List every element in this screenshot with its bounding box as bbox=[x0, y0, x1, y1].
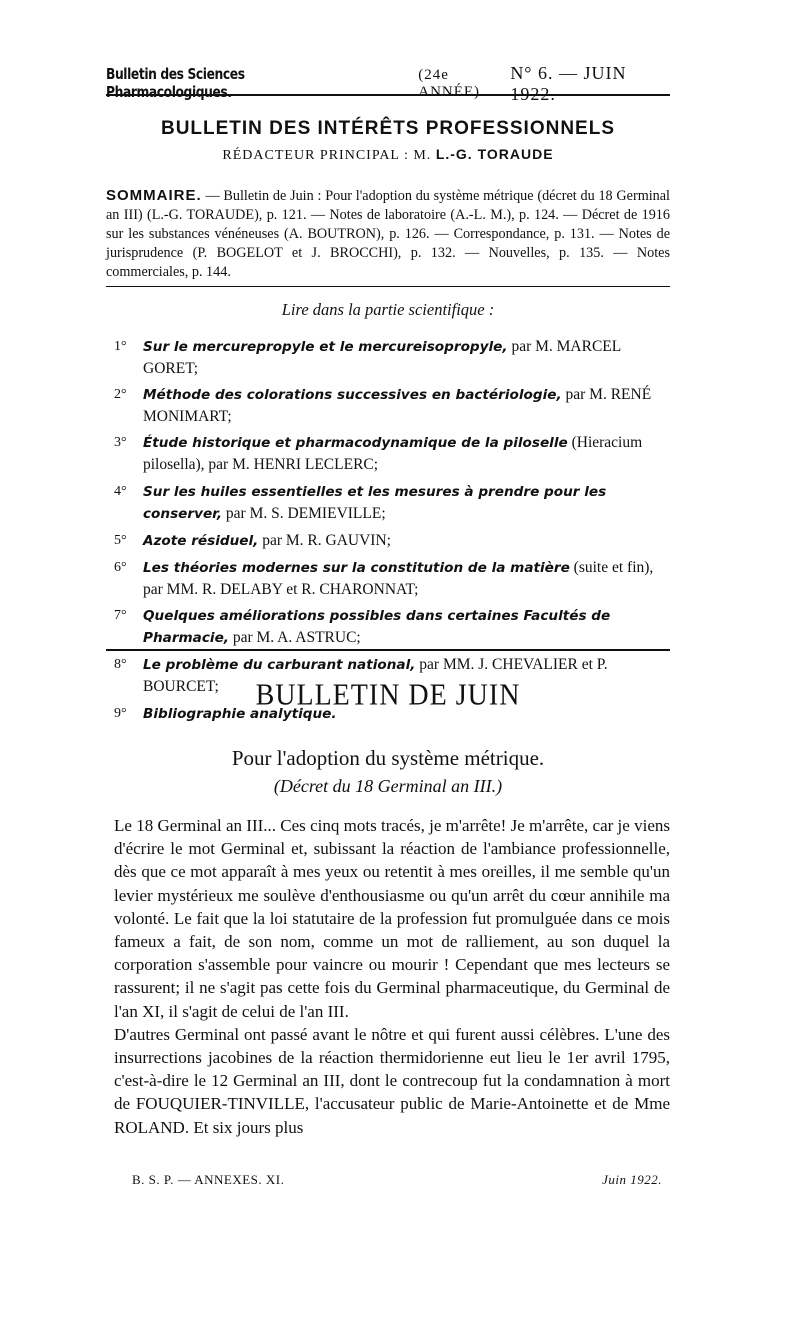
contents-author: par M. R. GAUVIN; bbox=[258, 531, 391, 549]
contents-number: 5° bbox=[114, 532, 127, 548]
contents-item bbox=[114, 605, 670, 649]
contents-rule bbox=[106, 649, 670, 651]
article-paragraph: Le 18 Germinal an III... Ces cinq mots tracés, je m'arrête! Je m'arrête, car je viens d'écrire le mot Germinal et, subissant la réaction de l'ambiance professionnelle, dès que ce mot apparaît à mes yeux ou retentit à mes oreilles, il me semble qu'un levier mystérieux me soulève d'enthousiasme ou qu'un arrêt du cœur annihile ma volonté. Le fait que la loi statutaire de la profession fut promulguée dans ce mois fameux a fait, de son nom, comme un mot de ralliement, au son duquel la corporation s'assemble pour vaincre ou mourir ! Cependant que mes lecteurs se rassurent; il ne s'agit pas cette fois du Germinal pharmaceutique, du Germinal de l'an XI, il s'agit de celui de l'an III. bbox=[114, 816, 670, 1021]
scientific-contents bbox=[114, 336, 670, 730]
running-header bbox=[106, 63, 670, 105]
summary bbox=[106, 186, 670, 282]
scientific-part-heading: Lire dans la partie scientifique : bbox=[281, 300, 495, 319]
journal-year: (24e ANNÉE) bbox=[418, 67, 481, 100]
contents-item bbox=[114, 432, 670, 475]
contents-item bbox=[114, 557, 670, 600]
editor-line bbox=[106, 146, 670, 164]
footer-signature: B. S. P. — ANNEXES. XI. bbox=[132, 1172, 285, 1187]
contents-number: 1° bbox=[114, 339, 127, 354]
contents-item bbox=[114, 336, 670, 379]
contents-number: 8° bbox=[114, 657, 127, 673]
contents-number: 4° bbox=[114, 483, 127, 499]
editor-name: L.-G. TORAUDE bbox=[435, 146, 554, 162]
bulletin-title: BULLETIN DE JUIN bbox=[255, 678, 521, 713]
contents-title: Bibliographie analytique. bbox=[143, 705, 337, 722]
contents-title: Étude historique et pharmacodynamique de la piloselle bbox=[143, 435, 568, 452]
contents-item bbox=[114, 384, 670, 427]
summary-label: SOMMAIRE. bbox=[106, 187, 202, 204]
issue-number: N° 6. — JUIN 1922. bbox=[510, 63, 627, 104]
contents-title: Les théories modernes sur la constitution de la matière bbox=[143, 559, 570, 576]
contents-number: 3° bbox=[114, 435, 127, 451]
article-title: Pour l'adoption du système métrique. bbox=[231, 746, 545, 770]
page-footer bbox=[132, 1172, 662, 1188]
contents-title: Le problème du carburant national, bbox=[143, 657, 416, 674]
footer-date: Juin 1922. bbox=[602, 1172, 662, 1187]
contents-item bbox=[114, 481, 670, 525]
summary-rule bbox=[106, 286, 670, 287]
article-subtitle: (Décret du 18 Germinal an III.) bbox=[273, 776, 503, 796]
journal-name: Bulletin des Sciences Pharmacologiques. bbox=[106, 65, 245, 101]
contents-title: Azote résiduel, bbox=[143, 532, 259, 549]
contents-title: Sur les huiles essentielles et les mesures à prendre pour les conserver, bbox=[143, 483, 607, 522]
contents-number: 9° bbox=[114, 705, 127, 721]
contents-author: (Hieracium pilosella), par M. HENRI LECLERC; bbox=[143, 434, 643, 474]
contents-number: 6° bbox=[114, 559, 127, 575]
contents-author: par M. RENÉ MONIMART; bbox=[143, 386, 652, 426]
contents-number: 7° bbox=[114, 608, 127, 624]
contents-author: par M. MARCEL GORET; bbox=[143, 338, 621, 377]
section-title: BULLETIN DES INTÉRÊTS PROFESSIONNELS bbox=[160, 118, 616, 139]
contents-author: (suite et fin), par MM. R. DELABY et R. CHARONNAT; bbox=[143, 558, 654, 598]
contents-title: Sur le mercurepropyle et le mercureisopropyle, bbox=[143, 339, 508, 355]
contents-number: 2° bbox=[114, 387, 127, 403]
editor-label: RÉDACTEUR PRINCIPAL : M. bbox=[222, 148, 432, 163]
article-paragraph: D'autres Germinal ont passé avant le nôtre et qui furent aussi célèbres. L'une des insurrections jacobines de la réaction thermidorienne eut lieu le 1er avril 1795, c'est-à-dire le 12 Germinal an III, dont le contrecoup fut la condamnation à mort de FOUQUIER-TINVILLE, l'accusateur public de Marie-Antoinette et de Mme ROLAND. Et six jours plus bbox=[114, 1024, 670, 1137]
contents-title: Méthode des colorations successives en bactériologie, bbox=[143, 387, 562, 404]
article-body bbox=[114, 814, 670, 1139]
summary-text: — Bulletin de Juin : Pour l'adoption du système métrique (décret du 18 Germinal an III) (L.-G. TORAUDE), p. 121. — Notes de laboratoire (A.-L. M.), p. 124. — Décret de 1916 sur les substances vénéneuses (A. BOUTRON), p. 126. — Correspondance, p. 131. — Notes de jurisprudence (P. BOGELOT et J. BROCCHI), p. 132. — Nouvelles, p. 135. — Notes commerciales, p. 144. bbox=[106, 188, 670, 280]
contents-title: Quelques améliorations possibles dans certaines Facultés de Pharmacie, bbox=[143, 608, 611, 647]
contents-author: par M. S. DEMIEVILLE; bbox=[222, 504, 386, 522]
contents-author: par M. A. ASTRUC; bbox=[228, 629, 361, 647]
header-rule bbox=[106, 94, 670, 96]
contents-author: par MM. J. CHEVALIER et P. BOURCET; bbox=[143, 656, 608, 696]
contents-item bbox=[114, 530, 670, 552]
